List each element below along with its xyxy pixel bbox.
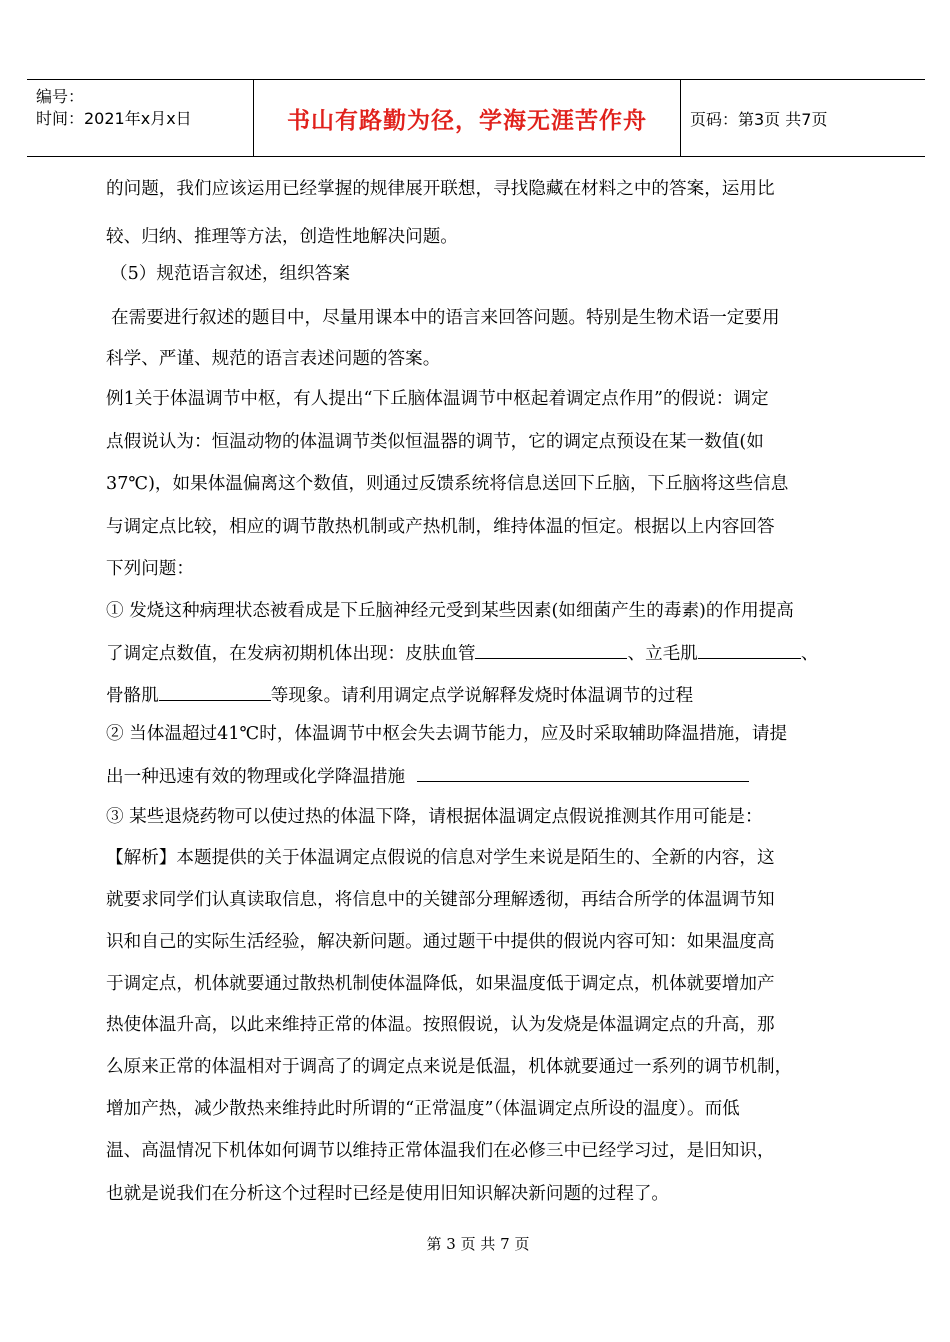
header-meta — [27, 80, 253, 156]
blank-arrector-muscle[interactable] — [698, 642, 801, 659]
analysis-line: 【解析】本题提供的关于体温调定点假说的信息对学生来说是陌生的、全新的内容，这 — [106, 848, 775, 868]
body-line: 下列问题： — [106, 559, 194, 579]
question-1-text-d: 骨骼肌 — [106, 686, 159, 706]
page-header — [27, 79, 925, 157]
question-1-line: ① 发烧这种病理状态被看成是下丘脑神经元受到某些因素(如细菌产生的毒素)的作用提高 — [106, 601, 794, 621]
blank-cooling-measure[interactable] — [417, 765, 749, 782]
question-2-line: ② 当体温超过41℃时，体温调节中枢会失去调节能力，应及时采取辅助降温措施，请提 — [106, 724, 788, 744]
body-line: 的问题，我们应该运用已经掌握的规律展开联想，寻找隐藏在材料之中的答案，运用比 — [106, 179, 775, 199]
question-1-text-a: 了调定点数值，在发病初期机体出现：皮肤血管 — [106, 644, 476, 664]
body-line: 科学、严谨、规范的语言表述问题的答案。 — [106, 349, 441, 369]
header-page-info — [680, 80, 925, 156]
motto-text: 书山有路勤为径，学海无涯苦作舟 — [287, 106, 647, 134]
question-1-text-c: 、 — [800, 644, 819, 664]
number-label: 编号： — [36, 87, 85, 106]
body-line: 温、高温情况下机体如何调节以维持正常体温我们在必修三中已经学习过，是旧知识， — [106, 1141, 775, 1161]
body-line: 37℃)，如果体温偏离这个数值，则通过反馈系统将信息送回下丘脑，下丘脑将这些信息 — [106, 474, 789, 494]
body-line: 与调定点比较，相应的调节散热机制或产热机制，维持体温的恒定。根据以上内容回答 — [106, 517, 775, 537]
header-motto — [253, 80, 681, 156]
question-1-blanks-line — [106, 642, 818, 664]
body-line: 么原来正常的体温相对于调高了的调定点来说是低温，机体就要通过一系列的调节机制， — [106, 1057, 793, 1077]
question-1-text-b: 、立毛肌 — [627, 644, 698, 664]
body-line: 就要求同学们认真读取信息，将信息中的关键部分理解透彻，再结合所学的体温调节知 — [106, 890, 775, 910]
blank-skin-vessels[interactable] — [475, 642, 627, 659]
time-label: 时间：2021年x月x日 — [36, 109, 192, 128]
section-heading: （5）规范语言叙述，组织答案 — [110, 264, 350, 284]
body-line: 热使体温升高，以此来维持正常的体温。按照假说，认为发烧是体温调定点的升高，那 — [106, 1015, 775, 1035]
question-2-text: 出一种迅速有效的物理或化学降温措施 — [106, 767, 406, 787]
body-line: 识和自己的实际生活经验，解决新问题。通过题干中提供的假说内容可知：如果温度高 — [106, 932, 775, 952]
body-line: 点假说认为：恒温动物的体温调节类似恒温器的调节，它的调定点预设在某一数值(如 — [106, 432, 764, 452]
blank-skeletal-muscle[interactable] — [159, 684, 271, 701]
question-3-line: ③ 某些退烧药物可以使过热的体温下降，请根据体温调定点假说推测其作用可能是： — [106, 807, 763, 827]
page-footer: 第 3 页 共 7 页 — [426, 1235, 530, 1253]
body-line: 在需要进行叙述的题目中，尽量用课本中的语言来回答问题。特别是生物术语一定要用 — [111, 308, 780, 328]
question-2-blank-line — [106, 765, 749, 787]
question-1-text-e: 等现象。请利用调定点学说解释发烧时体温调节的过程 — [270, 686, 694, 706]
example-line: 例1关于体温调节中枢，有人提出“下丘脑体温调节中枢起着调定点作用”的假说：调定 — [106, 389, 769, 409]
body-line: 增加产热，减少散热来维持此时所谓的“正常温度”（体温调定点所设的温度）。而低 — [106, 1099, 740, 1119]
body-line: 也就是说我们在分析这个过程时已经是使用旧知识解决新问题的过程了。 — [106, 1184, 670, 1204]
page-info-text: 页码：第3页 共7页 — [690, 109, 828, 129]
body-line: 于调定点，机体就要通过散热机制使体温降低，如果温度低于调定点，机体就要增加产 — [106, 974, 775, 994]
question-1-blanks-line-2 — [106, 684, 693, 706]
body-line: 较、归纳、推理等方法，创造性地解决问题。 — [106, 227, 458, 247]
